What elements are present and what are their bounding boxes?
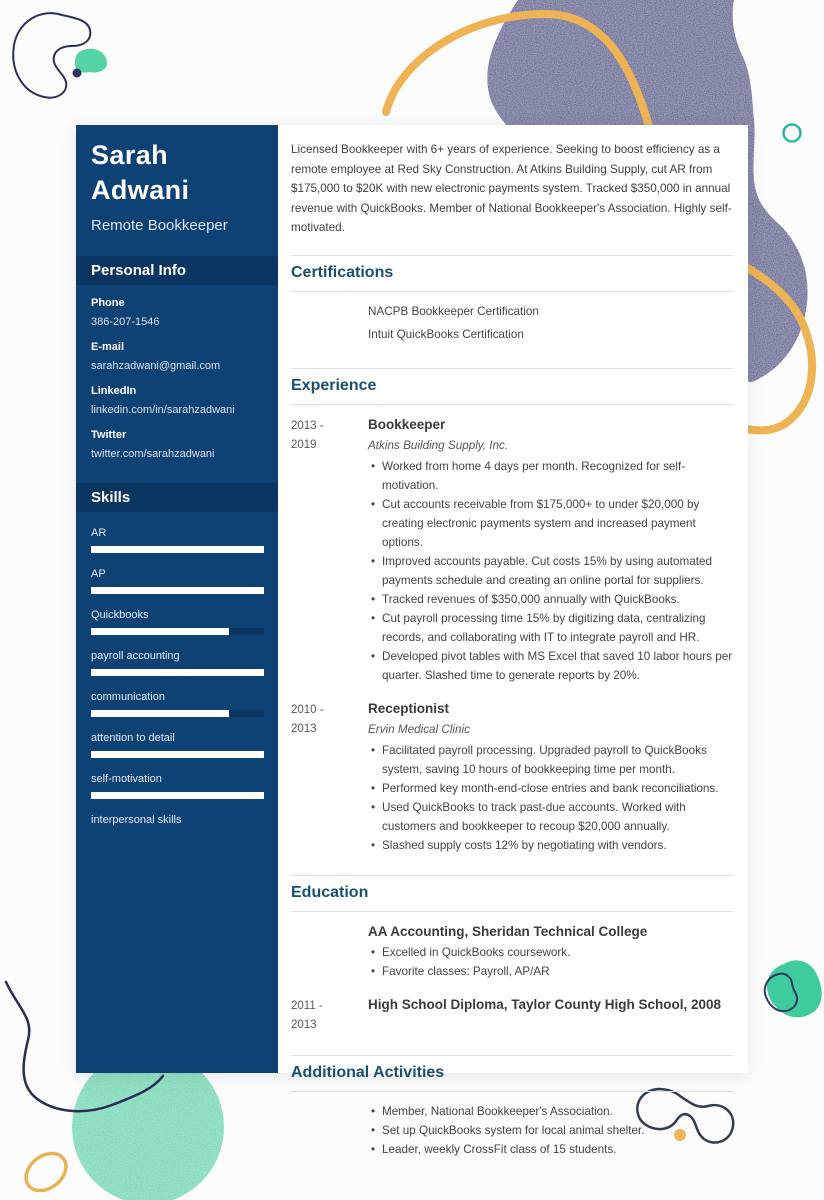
skill-label: self-motivation: [91, 773, 162, 786]
contact-label: E-mail: [91, 341, 125, 354]
skill-bar-fill: [91, 587, 264, 594]
skill-item: [91, 527, 264, 553]
section-divider: [291, 1055, 733, 1056]
teal-blob-small-decoration: [75, 49, 107, 73]
person-last-name: Adwani: [91, 175, 190, 206]
degree-title: AA Accounting, Sheridan Technical College: [368, 923, 648, 939]
skill-bar-fill: [91, 792, 264, 799]
section-heading-certifications: Certifications: [291, 263, 394, 281]
degree-title: High School Diploma, Taylor County High School, 2008: [368, 996, 722, 1012]
bullet-item: • Leader, weekly CrossFit class of 15 students.: [382, 1140, 733, 1159]
skill-label: AR: [91, 527, 107, 540]
skill-bar-fill: [91, 669, 264, 676]
skill-label: Quickbooks: [91, 609, 149, 622]
section-heading-education: Education: [291, 883, 369, 901]
skill-bar-fill: [91, 546, 264, 553]
person-name: [91, 138, 264, 208]
contact-field-linkedin: [91, 385, 264, 417]
bullet-item: • Excelled in QuickBooks coursework.: [382, 943, 733, 962]
bullet-item: • Favorite classes: Payroll, AP/AR: [382, 962, 733, 981]
resume-page: [76, 125, 748, 1156]
experience-entry: [291, 415, 733, 685]
bullet-item: • Worked from home 4 days per month. Recognized for self-motivation.: [382, 457, 733, 495]
person-first-name: Sarah: [91, 140, 169, 170]
section-heading-additional-activities: Additional Activities: [291, 1063, 445, 1081]
certification-item: NACPB Bookkeeper Certification: [368, 304, 539, 318]
skill-item: [91, 773, 264, 799]
job-title: Receptionist: [368, 700, 450, 716]
company-name: Atkins Building Supply, Inc.: [368, 438, 509, 452]
sidebar: [76, 125, 278, 1073]
skills-heading: Skills: [76, 483, 278, 512]
bullet-item: • Used QuickBooks to track past-due accounts. Worked with customers and bookkeeper to recoup $20,000 annually.: [382, 798, 733, 836]
skill-label: interpersonal skills: [91, 814, 182, 827]
contact-field-twitter: [91, 429, 264, 461]
skill-item: [91, 691, 264, 717]
skill-bar: [91, 710, 264, 717]
section-divider: [291, 255, 733, 256]
skill-item: [91, 814, 264, 826]
contact-field-email: [91, 341, 264, 373]
date-to: 2013: [291, 722, 317, 735]
skill-bar-fill: [91, 628, 229, 635]
skill-bar-fill: [91, 710, 229, 717]
skill-bar: [91, 669, 264, 676]
experience-entry: [291, 699, 733, 855]
skill-label: AP: [91, 568, 106, 581]
date-from: 2010 -: [291, 703, 324, 716]
teal-ring-decoration: [784, 125, 801, 142]
education-entry: [291, 995, 733, 1035]
entry-dates: [291, 995, 368, 1035]
skill-bar: [91, 628, 264, 635]
education-entry: [291, 922, 733, 981]
contact-value-phone: 386-207-1546: [91, 316, 160, 329]
entry-dates: [291, 699, 368, 855]
skill-item: [91, 568, 264, 594]
bullet-item: • Set up QuickBooks system for local animal shelter.: [382, 1121, 733, 1140]
bullet-list: [368, 741, 733, 855]
contact-value-email: sarahzadwani@gmail.com: [91, 360, 221, 373]
section-divider: [291, 911, 733, 912]
contact-label: Phone: [91, 297, 125, 310]
contact-label: Twitter: [91, 429, 127, 442]
section-certifications: [291, 255, 733, 368]
section-education: [291, 875, 733, 1055]
skill-label: attention to detail: [91, 732, 175, 745]
skill-bar: [91, 587, 264, 594]
section-additional-activities: [291, 1055, 733, 1179]
section-divider: [291, 404, 733, 405]
section-divider: [291, 368, 733, 369]
date-from: 2013 -: [291, 419, 324, 432]
skill-bar-fill: [91, 751, 264, 758]
certification-item: Intuit QuickBooks Certification: [368, 327, 524, 341]
bullet-list: [368, 943, 733, 981]
section-divider: [291, 1091, 733, 1092]
skill-item: [91, 609, 264, 635]
contact-value-linkedin: linkedin.com/in/sarahzadwani: [91, 404, 235, 417]
main-column: [278, 125, 748, 1156]
contact-label: LinkedIn: [91, 385, 137, 398]
bullet-item: • Cut payroll processing time 15% by digitizing data, centralizing records, and collaborating with IT to integrate payroll and HR.: [382, 609, 733, 647]
person-job-title: Remote Bookkeeper: [91, 217, 228, 235]
contact-field-phone: [91, 297, 264, 329]
personal-info-heading: Personal Info: [76, 256, 278, 285]
skill-bar: [91, 751, 264, 758]
bullet-item: • Slashed supply costs 12% by negotiating with vendors.: [382, 836, 733, 855]
contact-value-twitter: twitter.com/sarahzadwani: [91, 448, 215, 461]
navy-dot-decoration: [73, 69, 82, 78]
skill-item: [91, 650, 264, 676]
bullet-item: • Cut accounts receivable from $175,000+ to under $20,000 by creating electronic payments system and increased payment options.: [382, 495, 733, 552]
bullet-item: • Performed key month-end-close entries and bank reconciliations.: [382, 779, 733, 798]
skill-item: [91, 732, 264, 758]
section-experience: [291, 368, 733, 875]
bullet-list: [368, 1102, 733, 1159]
entry-dates: [291, 415, 368, 685]
bullet-item: • Member, National Bookkeeper's Association.: [382, 1102, 733, 1121]
date-to: 2013: [291, 1018, 317, 1031]
date-to: 2019: [291, 438, 317, 451]
skill-bar: [91, 546, 264, 553]
bullet-item: • Facilitated payroll processing. Upgraded payroll to QuickBooks system, saving 10 hours of bookkeeping time per month.: [382, 741, 733, 779]
company-name: Ervin Medical Clinic: [368, 722, 470, 736]
skill-label: payroll accounting: [91, 650, 180, 663]
date-from: 2011 -: [291, 999, 323, 1012]
section-divider: [291, 291, 733, 292]
section-divider: [291, 875, 733, 876]
skill-label: communication: [91, 691, 165, 704]
job-title: Bookkeeper: [368, 416, 446, 432]
section-heading-experience: Experience: [291, 376, 377, 394]
bullet-item: • Developed pivot tables with MS Excel that saved 10 labor hours per quarter. Slashed time to generate reports by 20%.: [382, 647, 733, 685]
professional-summary: Licensed Bookkeeper with 6+ years of experience. Seeking to boost efficiency as a remote employee at Red Sky Construction. At Atkins Building Supply, cut AR from $175,000 to $20K with new electronic payments system. Tracked $350,000 in annual revenue with QuickBooks. Member of National Bookkeeper's Association. Highly self-motivated.: [291, 143, 732, 234]
entry-dates: [291, 922, 368, 981]
bullet-list: [368, 457, 733, 685]
skill-bar: [91, 792, 264, 799]
yellow-egg-outline-decoration: [19, 1146, 73, 1198]
bullet-item: • Tracked revenues of $350,000 annually with QuickBooks.: [382, 590, 733, 609]
bullet-item: • Improved accounts payable. Cut costs 15% by using automated payments schedule and creating an online portal for suppliers.: [382, 552, 733, 590]
